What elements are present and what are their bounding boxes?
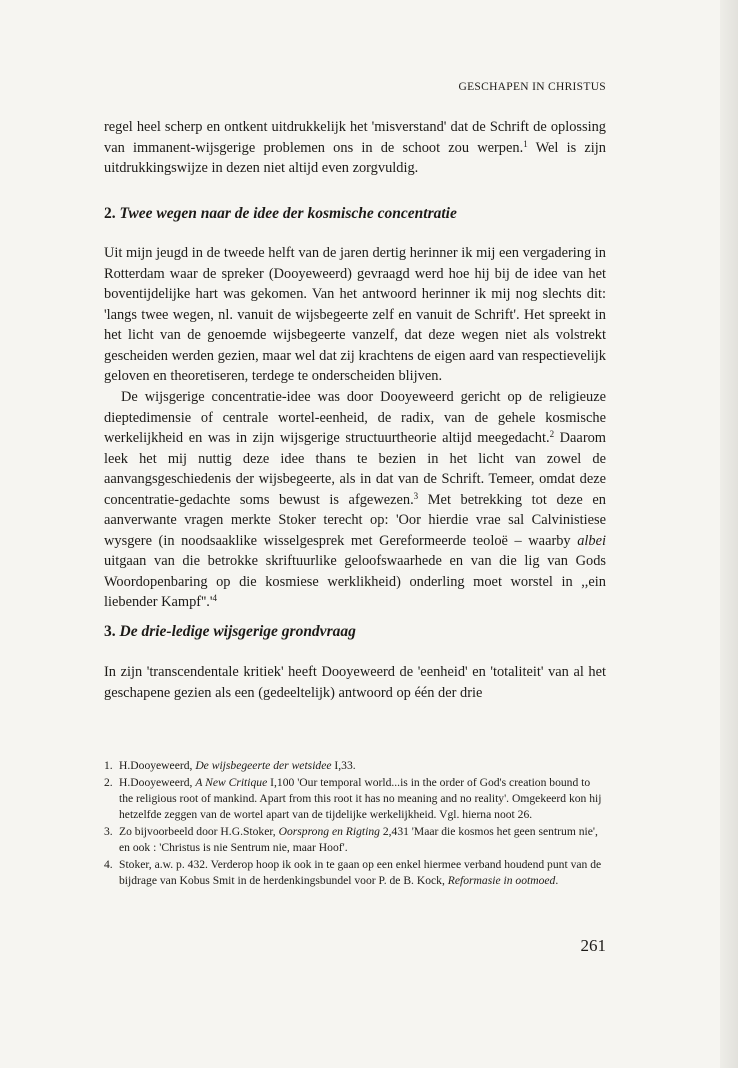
footnote-text: H.Dooyeweerd, xyxy=(119,776,196,789)
section-3-heading xyxy=(104,623,606,641)
intro-paragraph xyxy=(104,117,606,179)
section-2-number: 2. xyxy=(104,205,116,222)
footnote-number: 1. xyxy=(104,759,113,772)
footnote-text-end: I,100 'Our temporal world...is in the order of God's creation bound to the religious root of mankind. Apart from this root it has no meaning and no reality'. Omgekeerd kon hij hetzelfde zeggen van de wortel apart van de tijdelijke werkelijkheid. Vgl. hierna noot 26. xyxy=(119,776,602,821)
section-3-p1-text: In zijn 'transcendentale kritiek' heeft Dooyeweerd de 'eenheid' en 'totaliteit' van al het geschapene gezien als een (gedeeltelijk) antwoord op één der drie xyxy=(104,664,606,701)
footnote-number: 2. xyxy=(104,776,113,789)
section-2-p2-text-d: uitgaan van die betrokke skriftuurlike geloofswaarhede en van die lig van Gods Woordopenbaring op die kosmiese werklikheid) onderling moet worstel in ,,ein liebender Kampf''.' xyxy=(104,553,606,610)
section-2-p2-text-c: Met betrekking tot deze en aanverwante vragen merkte Stoker terecht op: 'Oor hierdie vrae sal Calvinistiese wysgere (in noodsaaklike wisselgesprek met Gereformeerde teoloë – waarby xyxy=(104,491,606,549)
section-2-p2-italic-word: albei xyxy=(577,532,606,549)
running-head: GESCHAPEN IN CHRISTUS xyxy=(458,81,606,93)
footnote-text-end: I,33. xyxy=(331,759,356,772)
section-3-title: De drie-ledige wijsgerige grondvraag xyxy=(119,623,356,640)
section-2-p2-text-a: De wijsgerige concentratie-idee was door Dooyeweerd gericht op de religieuze dieptedimensie of centrale wortel-eenheid, de radix, van de gehele kosmische werkelijkheid en was in zijn wijsgerige structuurtheorie altijd meegedacht. xyxy=(104,389,606,446)
footnote-title: Oorsprong en Rigting xyxy=(278,825,380,838)
footnotes-list xyxy=(104,758,606,890)
footnote-item xyxy=(104,857,606,889)
footnote-ref-2: 2 xyxy=(549,429,555,439)
footnote-ref-1: 1 xyxy=(523,138,528,149)
footnote-title: De wijsbegeerte der wetsidee xyxy=(195,759,332,772)
page-number: 261 xyxy=(580,936,606,955)
section-2-paragraph-1 xyxy=(104,243,606,387)
intro-text-continued: Wel is zijn uitdrukkingswijze in dezen niet altijd even zorgvuldig. xyxy=(104,139,606,176)
footnote-item xyxy=(104,758,606,774)
footnote-title: A New Critique xyxy=(195,776,268,789)
footnote-text: Stoker, a.w. p. 432. Verderop hoop ik ook in te gaan op een enkel hiermee verband houdend punt van de bijdrage van Kobus Smit in de herdenkingsbundel voor P. de B. Kock, xyxy=(119,858,602,887)
footnote-text-end: 2,431 'Maar die kosmos het geen sentrum nie', en ook : 'Christus is nie Sentrum nie, maar Hoof'. xyxy=(119,825,598,854)
section-2-p1-text: Uit mijn jeugd in de tweede helft van de jaren dertig herinner ik mij een vergadering in Rotterdam waar de spreker (Dooyeweerd) gevraagd werd hoe hij bij de idee van het boventijdelijke hart was gekomen. Van het antwoord herinner ik mij nog slechts dit: 'langs twee wegen, nl. vanuit de wijsbegeerte zelf en vanuit de Schrift'. Het spreekt in het licht van de genoemde wijsbegeerte vanzelf, dat deze wegen niet als volstrekt gescheiden werden gezien, maar wel dat zij krachtens de eigen aard van respectievelijk geloven en theoretiseren, terdege te onderscheiden blijven. xyxy=(104,245,606,384)
footnote-text: Zo bijvoorbeeld door H.G.Stoker, xyxy=(119,825,279,838)
section-2-p2-text-b: Daarom leek het mij nuttig deze idee thans te bezien in het licht van zowel de aanvangsgeschiedenis der wijsbegeerte, als in dat van de Schrift. Temeer, omdat deze concentratie-gedachte soms bewust is afgewezen. xyxy=(104,430,607,508)
page-edge xyxy=(720,0,738,1068)
footnote-item xyxy=(104,775,606,823)
section-2-title: Twee wegen naar de idee der kosmische concentratie xyxy=(119,205,457,222)
footnote-ref-4: 4 xyxy=(212,593,217,603)
section-3-paragraph-1 xyxy=(104,662,606,703)
section-2-paragraph-2 xyxy=(104,387,606,613)
footnote-item xyxy=(104,824,606,856)
footnote-number: 4. xyxy=(104,858,113,871)
footnote-text-end: . xyxy=(555,874,559,887)
section-3-number: 3. xyxy=(104,623,116,640)
section-2-heading xyxy=(104,205,606,223)
footnote-text: H.Dooyeweerd, xyxy=(119,759,196,772)
footnote-ref-3: 3 xyxy=(413,490,419,501)
footnote-title: Reformasie in ootmoed xyxy=(447,874,556,887)
intro-text: regel heel scherp en ontkent uitdrukkelijk het 'misverstand' dat de Schrift de oplossing van immanent-wijsgerige problemen ons in de schoot zou werpen. xyxy=(104,119,606,156)
footnote-number: 3. xyxy=(104,825,113,838)
